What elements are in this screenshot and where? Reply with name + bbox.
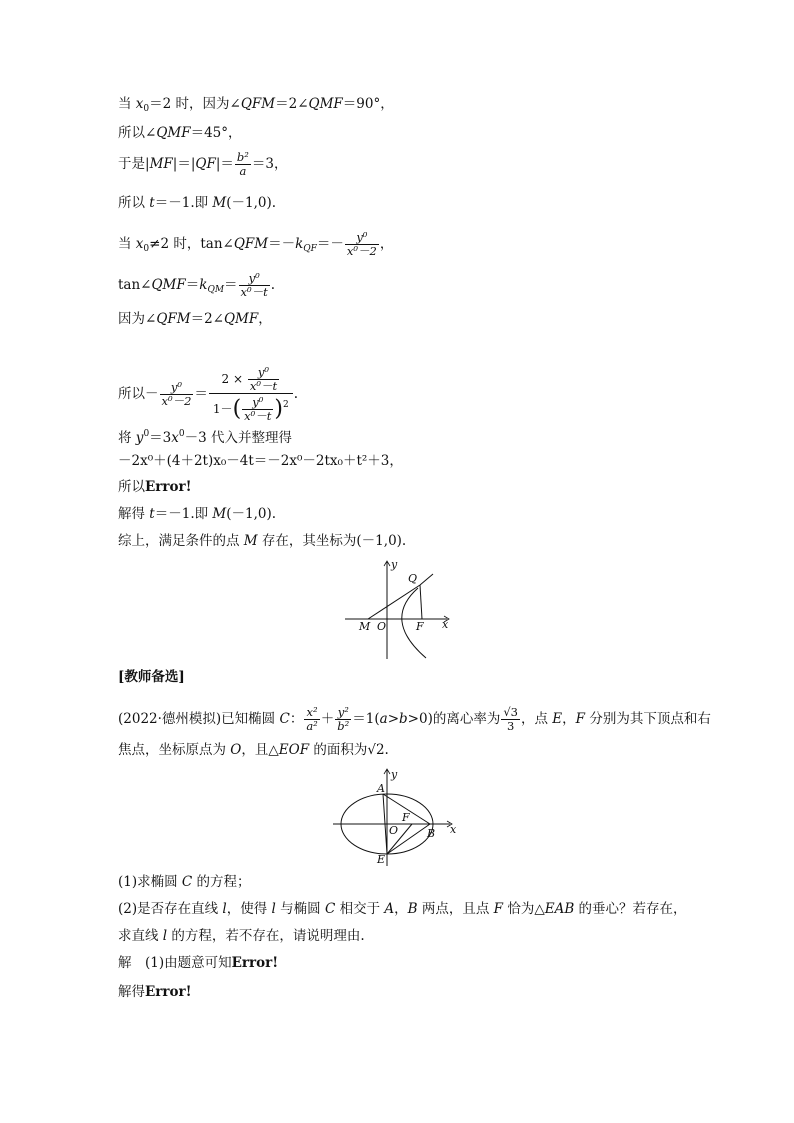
- label-e: E: [377, 853, 386, 866]
- label-y: y: [391, 558, 398, 571]
- label-q: Q: [408, 572, 418, 585]
- fraction-double-angle: 2 × $\frac{\text{y⁰}}{\text{x⁰－t}}$ 1－( $\frac{\text{y⁰}}{\text{x⁰－t}}$ )$^2$: [209, 366, 293, 423]
- fraction-slope-qm: $\frac{\text{y⁰}}{\text{x⁰－t}}$: [240, 271, 268, 299]
- line-solve-t: 解得 t＝－1.即 M(－1,0).: [118, 506, 277, 522]
- fraction-b2-over-a: $\frac{\text{b²}}{a}$: [236, 150, 249, 178]
- line-mf-qf: 于是|MF|＝|QF|＝ $\frac{\text{b²}}{a}$ ＝3，: [118, 150, 288, 178]
- label-o: O: [389, 824, 399, 837]
- label-y: y: [391, 768, 398, 781]
- line-substitute: 将 $y^0=3x^0-3$ 代入并整理得: [118, 429, 293, 446]
- line-conclusion: 综上，满足条件的点 M 存在，其坐标为(－1,0).: [118, 533, 407, 549]
- line-so-error: 所以Error!: [118, 479, 192, 495]
- label-f: F: [402, 811, 410, 824]
- label-o: O: [377, 620, 387, 633]
- fraction-slope-qf: $\frac{\text{y⁰}}{\text{x⁰－2}}$: [346, 230, 377, 258]
- question-1: (1)求椭圆 C 的方程；: [118, 874, 251, 890]
- line-double-angle: 所以－ $\frac{\text{y⁰}}{\text{x⁰－2}}$ ＝ 2 × $\frac{\text{y⁰}}{\text{x⁰－t}}$ 1－( $\frac{\text{y⁰}}{\text{x⁰－t}}$ )$^2$ .: [118, 365, 298, 423]
- line-equation: －2x⁰＋(4＋2t)x₀－4t＝－2x⁰－2tx₀＋t²＋3，: [118, 453, 403, 469]
- problem-line-2: 焦点，坐标原点为 O，且△EOF 的面积为√2.: [118, 742, 389, 758]
- line-mq-extension: [420, 574, 433, 585]
- question-2-line-2: 求直线 l 的方程，若不存在，请说明理由.: [118, 928, 365, 944]
- problem-line-1: (2022·德州模拟)已知椭圆 C： $\frac{\text{x²}}{\text{a²}}$ ＋ $\frac{\text{y²}}{\text{b²}}$ ＝1(a>b>0)的离心率为 $\frac{√3}{3}$ ，点 E，F 分别为其下顶点和右: [118, 705, 711, 733]
- solution-line-2: 解得Error!: [118, 984, 192, 1000]
- line-angle-45: 所以∠QMF＝45°，: [118, 125, 242, 141]
- solution-line-1: 解 (1)由题意可知Error!: [118, 955, 279, 971]
- line-mq: [368, 585, 420, 619]
- fraction-left: $\frac{\text{y⁰}}{\text{x⁰－2}}$: [161, 380, 192, 408]
- label-b: B: [427, 827, 436, 840]
- line-case-x0-eq-2: 当 $x_0=2$ 时，因为∠QFM＝2∠QMF＝90°，: [118, 96, 394, 114]
- teacher-backup-tag: [教师备选]: [118, 669, 185, 685]
- label-x: x: [450, 823, 457, 836]
- question-2-line-1: (2)是否存在直线 l，使得 l 与椭圆 C 相交于 A，B 两点，且点 F 恰为△EAB 的垂心？若存在，: [118, 901, 687, 917]
- parabola-figure: [340, 558, 455, 662]
- label-f: F: [416, 620, 424, 633]
- label-a: A: [377, 782, 385, 795]
- label-x: x: [442, 618, 449, 631]
- line-qf: [420, 585, 422, 619]
- line-because: 因为∠QFM＝2∠QMF，: [118, 311, 272, 327]
- line-t-eq-minus-1: 所以 t＝－1.即 M(－1,0).: [118, 195, 277, 211]
- line-case-x0-ne-2: 当 $x_0\ne 2$ 时，$\tan\angle QFM=-k_{QF}=-$ $\frac{\text{y⁰}}{\text{x⁰－2}}$ ，: [118, 230, 394, 258]
- ellipse-figure: [330, 766, 460, 868]
- label-m: M: [359, 620, 371, 633]
- line-tan-qmf: $\tan\angle QMF=k_{QM}=$ $\frac{\text{y⁰}}{\text{x⁰－t}}$ .: [118, 271, 276, 299]
